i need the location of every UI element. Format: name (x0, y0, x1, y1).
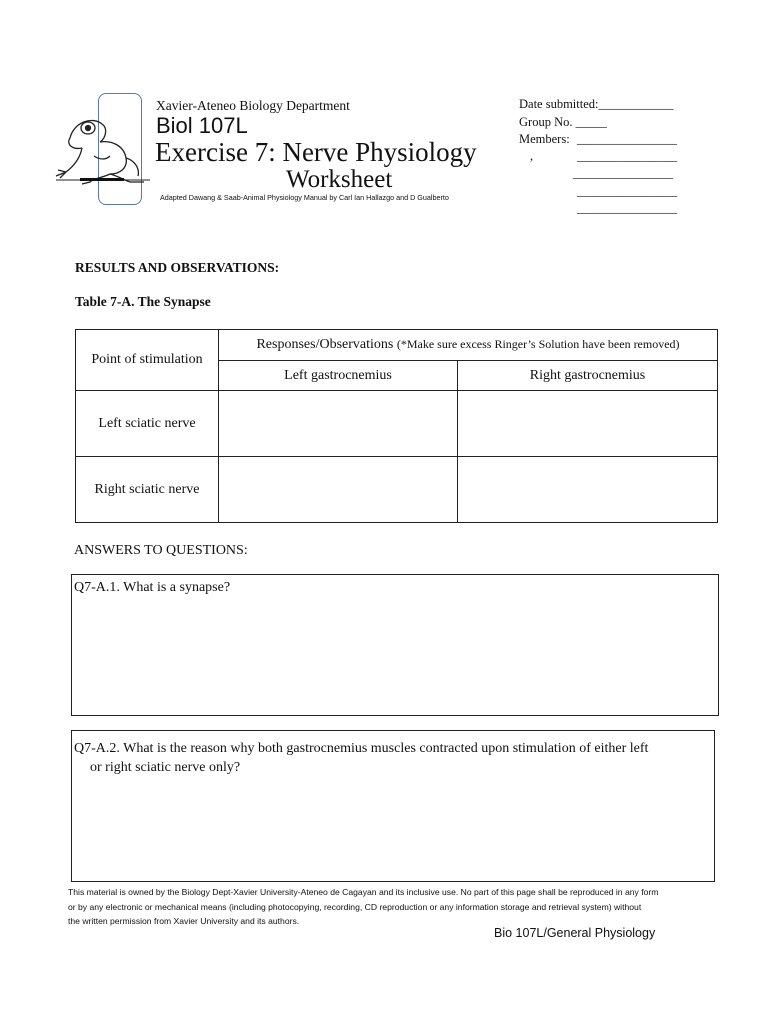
member-line-3[interactable]: ________________ (573, 166, 673, 180)
copyright-line-3: the written permission from Xavier University and its authors. (68, 916, 300, 926)
responses-header: Responses/Observations (256, 337, 394, 352)
row-header-cell (76, 330, 219, 391)
cell-left-sciatic-right-gastro[interactable] (458, 391, 718, 457)
table-title: Table 7-A. The Synapse (75, 294, 211, 309)
ringer-note: (*Make sure excess Ringer’s Solution have been removed) (396, 337, 680, 351)
question-1-answer-box[interactable] (71, 574, 719, 716)
adapted-credit: Adapted Dawang & Saab-Animal Physiology Manual by Carl Ian Hallazgo and D Gualberto (160, 193, 449, 202)
point-of-stimulation-header: Point of stimulation (91, 352, 203, 367)
row-label-left-sciatic: Left sciatic nerve (76, 391, 219, 457)
question-2-answer-box[interactable] (71, 730, 715, 882)
left-gastrocnemius-header: Left gastrocnemius (219, 361, 458, 391)
member-line-2[interactable]: ________________ (577, 149, 677, 163)
question-2-line-1: Q7-A.2. What is the reason why both gastrocnemius muscles contracted upon stimulation of either left (74, 741, 649, 756)
member-line-1[interactable]: ________________ (577, 132, 677, 146)
table-row (76, 457, 718, 523)
members-label: Members: (519, 132, 570, 146)
question-2-line-2: or right sciatic nerve only? (90, 760, 241, 775)
question-2-text (72, 731, 714, 777)
course-footer-label: Bio 107L/General Physiology (494, 926, 656, 940)
course-code: Biol 107L (156, 113, 248, 138)
cell-right-sciatic-right-gastro[interactable] (458, 457, 718, 523)
row-label-right-sciatic: Right sciatic nerve (76, 457, 219, 523)
worksheet-subtitle: Worksheet (286, 166, 393, 193)
date-submitted-field[interactable]: Date submitted:____________ (519, 97, 674, 111)
results-heading: RESULTS AND OBSERVATIONS: (75, 260, 280, 275)
answers-heading: ANSWERS TO QUESTIONS: (74, 543, 248, 558)
stray-comma: , (530, 149, 534, 163)
department-name: Xavier-Ateneo Biology Department (156, 98, 350, 113)
right-gastrocnemius-header: Right gastrocnemius (458, 361, 718, 391)
member-line-4[interactable]: ________________ (577, 184, 677, 198)
exercise-title: Exercise 7: Nerve Physiology (155, 137, 477, 167)
table-row (76, 391, 718, 457)
group-header-cell (219, 330, 718, 361)
synapse-table (75, 329, 718, 523)
copyright-line-2: or by any electronic or mechanical means (including photocopying, recording, CD reproduction or any information storage and retrieval system) without (68, 901, 642, 912)
question-1-text: Q7-A.1. What is a synapse? (74, 580, 231, 595)
member-line-5[interactable]: ________________ (577, 201, 677, 215)
frog-logo (52, 108, 162, 188)
group-number-field[interactable]: Group No. _____ (519, 115, 607, 129)
cell-left-sciatic-left-gastro[interactable] (219, 391, 458, 457)
copyright-notice (68, 885, 708, 929)
cell-right-sciatic-left-gastro[interactable] (219, 457, 458, 523)
copyright-line-1: This material is owned by the Biology Dept-Xavier University-Ateneo de Cagayan and its inclusive use. No part of this page shall be reproduced in any form (68, 887, 659, 897)
